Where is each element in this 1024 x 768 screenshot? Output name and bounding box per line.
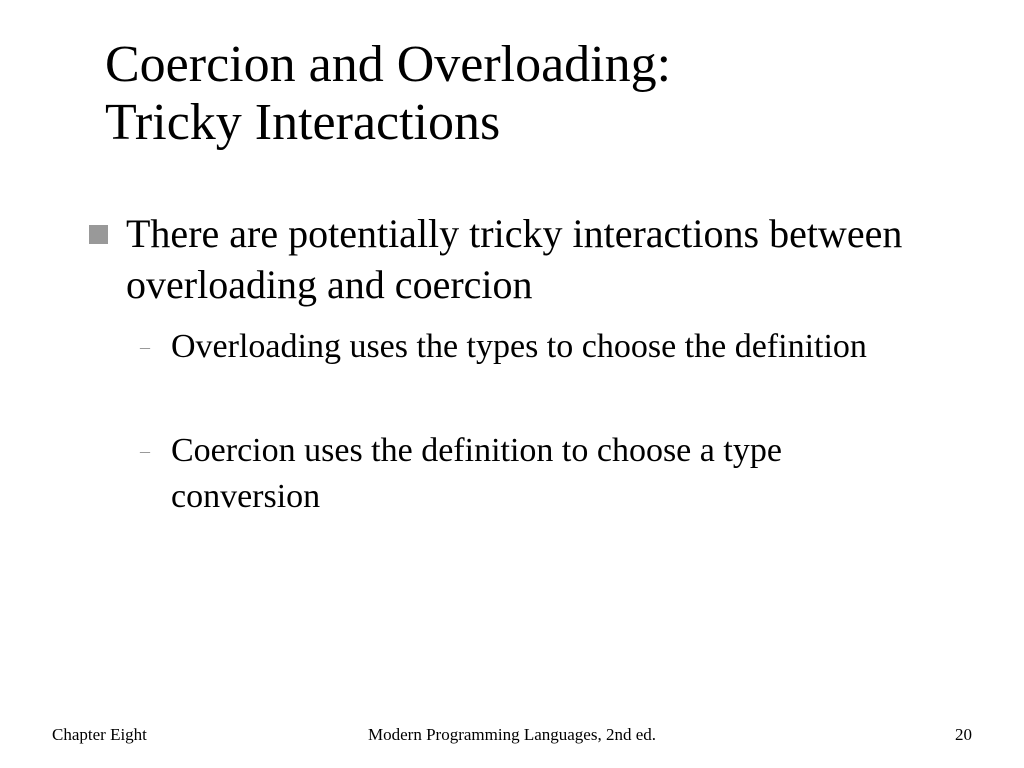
sub-bullet-text: Coercion uses the definition to choose a type conversion bbox=[171, 432, 782, 515]
footer-page-number: 20 bbox=[955, 725, 972, 744]
slide-title-line-2: Tricky Interactions bbox=[105, 94, 501, 151]
sub-bullet-text: Overloading uses the types to choose the definition bbox=[171, 328, 867, 365]
square-bullet-icon bbox=[89, 225, 108, 244]
footer-book-title: Modern Programming Languages, 2nd ed. bbox=[368, 725, 656, 744]
bullet-text: There are potentially tricky interactions between overloading and coercion bbox=[126, 211, 903, 307]
footer-chapter: Chapter Eight bbox=[52, 725, 147, 744]
slide-title-line-1: Coercion and Overloading: bbox=[105, 36, 672, 93]
dash-bullet-icon: – bbox=[140, 336, 150, 358]
dash-bullet-icon: – bbox=[140, 440, 150, 462]
slide-title bbox=[105, 36, 965, 152]
